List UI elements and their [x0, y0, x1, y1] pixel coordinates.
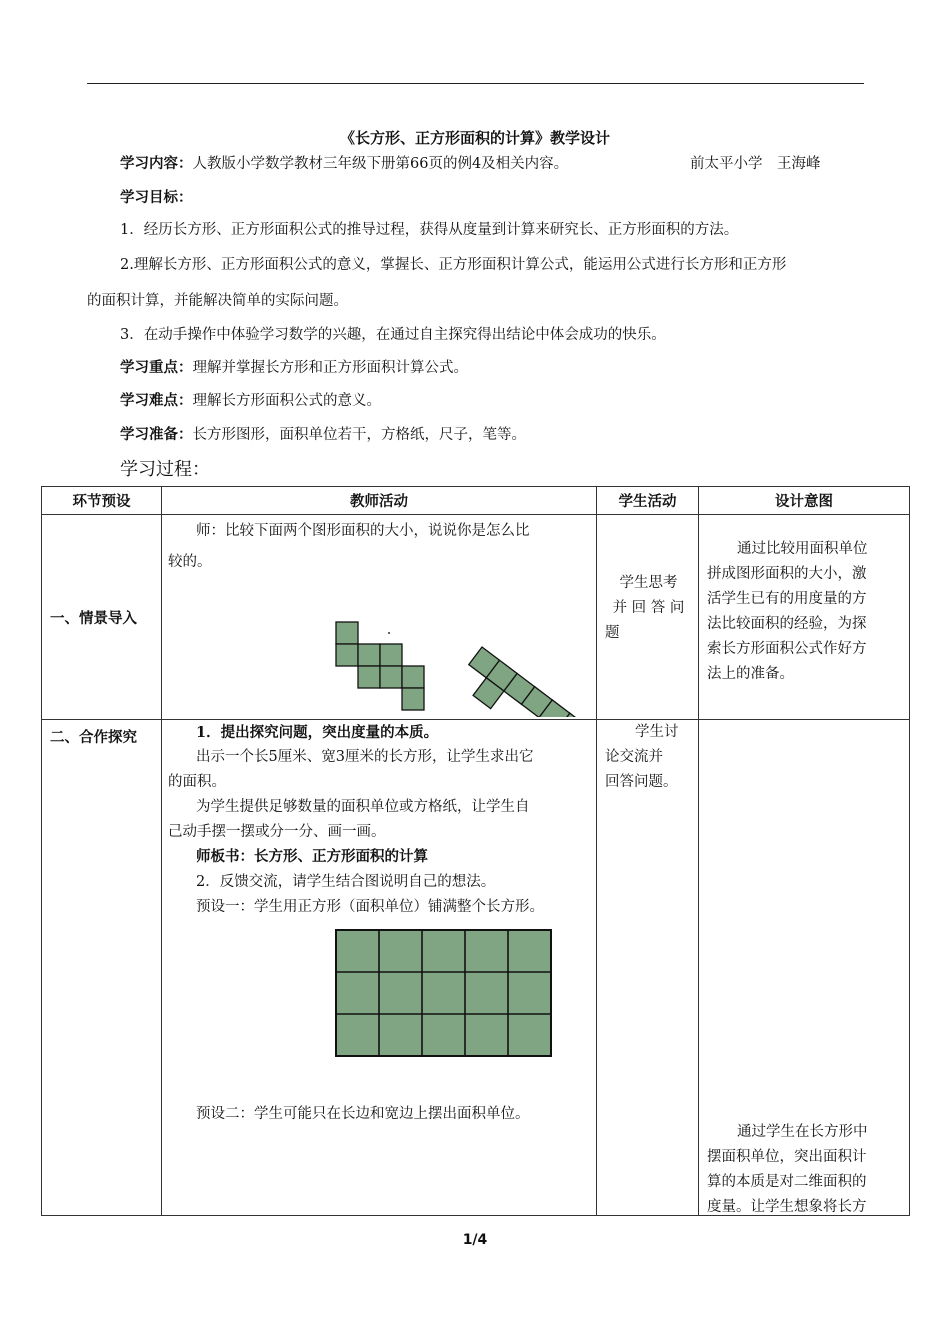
teacher-1-line-2: 较的。: [168, 554, 212, 570]
prep-line: [120, 423, 526, 444]
teacher-2-line-2b: 的面积。: [168, 774, 226, 790]
intent-1-line-5: 索长方形面积公式作好方: [707, 641, 867, 657]
teacher-1-line-1: 师：比较下面两个图形面积的大小，说说你是怎么比: [196, 523, 530, 539]
board-writing: 师板书：长方形、正方形面积的计算: [196, 849, 428, 865]
content-text: 人教版小学数学教材三年级下册第66页的例4及相关内容。: [192, 156, 569, 172]
content-line: [120, 152, 568, 173]
header-intent: 设计意图: [699, 487, 910, 515]
goal-2-line-2: 的面积计算，并能解决简单的实际问题。: [87, 293, 348, 309]
intent-1-line-6: 法上的准备。: [707, 666, 794, 682]
goal-2-line-1: 2.理解长方形、正方形面积公式的意义，掌握长、正方形面积计算公式，能运用公式进行长方形和正方形: [120, 257, 787, 273]
student-2-line-3: 回答问题。: [605, 774, 678, 790]
teacher-2-item-2: 2．反馈交流，请学生结合图说明自己的想法。: [196, 874, 496, 890]
teacher-activity-2: [162, 720, 597, 1216]
student-activity-2: [597, 720, 699, 1216]
intent-2-line-1: 通过学生在长方形中: [737, 1124, 868, 1140]
stage-2: 二、合作探究: [42, 720, 162, 1216]
student-activity-1: [597, 515, 699, 720]
student-2-line-1: 学生讨: [635, 724, 679, 740]
content-label: 学习内容：: [120, 156, 193, 172]
teacher-2-item-1: 1．提出探究问题，突出度量的本质。: [196, 724, 439, 741]
teacher-2-line-3b: 己动手摆一摆或分一分、画一画。: [168, 824, 386, 840]
difficulty-line: [120, 389, 381, 410]
prep-text: 长方形图形，面积单位若干，方格纸，尺子，笔等。: [192, 427, 526, 443]
student-2-line-2: 论交流并: [605, 749, 663, 765]
header-student: 学生活动: [597, 487, 699, 515]
table-header-row: [42, 487, 910, 515]
diagonal-figure: [456, 647, 588, 717]
intent-1: [699, 515, 910, 720]
table-row: [42, 720, 910, 1216]
teacher-activity-1: [162, 515, 597, 720]
intent-1-line-1: 通过比较用面积单位: [737, 541, 868, 557]
intent-2-line-3: 算的本质是对二维面积的: [707, 1174, 867, 1190]
author: 前太平小学 王海峰: [690, 156, 821, 172]
header-teacher: 教师活动: [162, 487, 597, 515]
intent-1-line-2: 拼成图形面积的大小，激: [707, 566, 867, 582]
student-1-line-1: 学生思考: [619, 575, 678, 591]
intent-2-line-2: 摆面积单位，突出面积计: [707, 1149, 867, 1165]
intent-2-line-4: 度量。让学生想象将长方: [707, 1199, 867, 1215]
header-rule: [87, 83, 864, 84]
goals-label: 学习目标：: [120, 190, 193, 206]
process-label: 学习过程：: [120, 459, 210, 480]
teacher-2-line-3a: 为学生提供足够数量的面积单位或方格纸，让学生自: [196, 799, 530, 815]
difficulty-text: 理解长方形面积公式的意义。: [192, 393, 381, 409]
header-stage: 环节预设: [42, 487, 162, 515]
student-1-line-3: 题: [605, 625, 620, 641]
prep-label: 学习准备：: [120, 427, 193, 443]
comparison-figures: [162, 607, 595, 717]
teacher-2-line-2a: 出示一个长5厘米、宽3厘米的长方形，让学生求出它: [196, 749, 534, 765]
staircase-figure: [336, 622, 424, 710]
tiled-rectangle: [162, 928, 595, 1068]
document-title: 《长方形、正方形面积的计算》教学设计: [339, 129, 610, 147]
student-1-line-2: 并 回 答 问: [612, 600, 685, 616]
preset-one: 预设一：学生用正方形（面积单位）铺满整个长方形。: [196, 899, 544, 915]
focus-label: 学习重点：: [120, 360, 193, 376]
goal-1: 1．经历长方形、正方形面积公式的推导过程，获得从度量到计算来研究长、正方形面积的方法。: [120, 222, 739, 238]
page-number: 1/4: [462, 1232, 488, 1248]
preset-two: 预设二：学生可能只在长边和宽边上摆出面积单位。: [196, 1106, 530, 1122]
intent-1-line-3: 活学生已有的用度量的方: [707, 591, 867, 607]
table-row: [42, 515, 910, 720]
difficulty-label: 学习难点：: [120, 393, 193, 409]
lesson-table: [41, 486, 910, 1216]
intent-1-line-4: 法比较面积的经验，为探: [707, 616, 867, 632]
stage-1: 一、情景导入: [42, 515, 162, 720]
goal-3: 3．在动手操作中体验学习数学的兴趣，在通过自主探究得出结论中体会成功的快乐。: [120, 327, 666, 343]
focus-text: 理解并掌握长方形和正方形面积计算公式。: [192, 360, 468, 376]
focus-line: [120, 356, 468, 377]
intent-2: [699, 720, 910, 1216]
